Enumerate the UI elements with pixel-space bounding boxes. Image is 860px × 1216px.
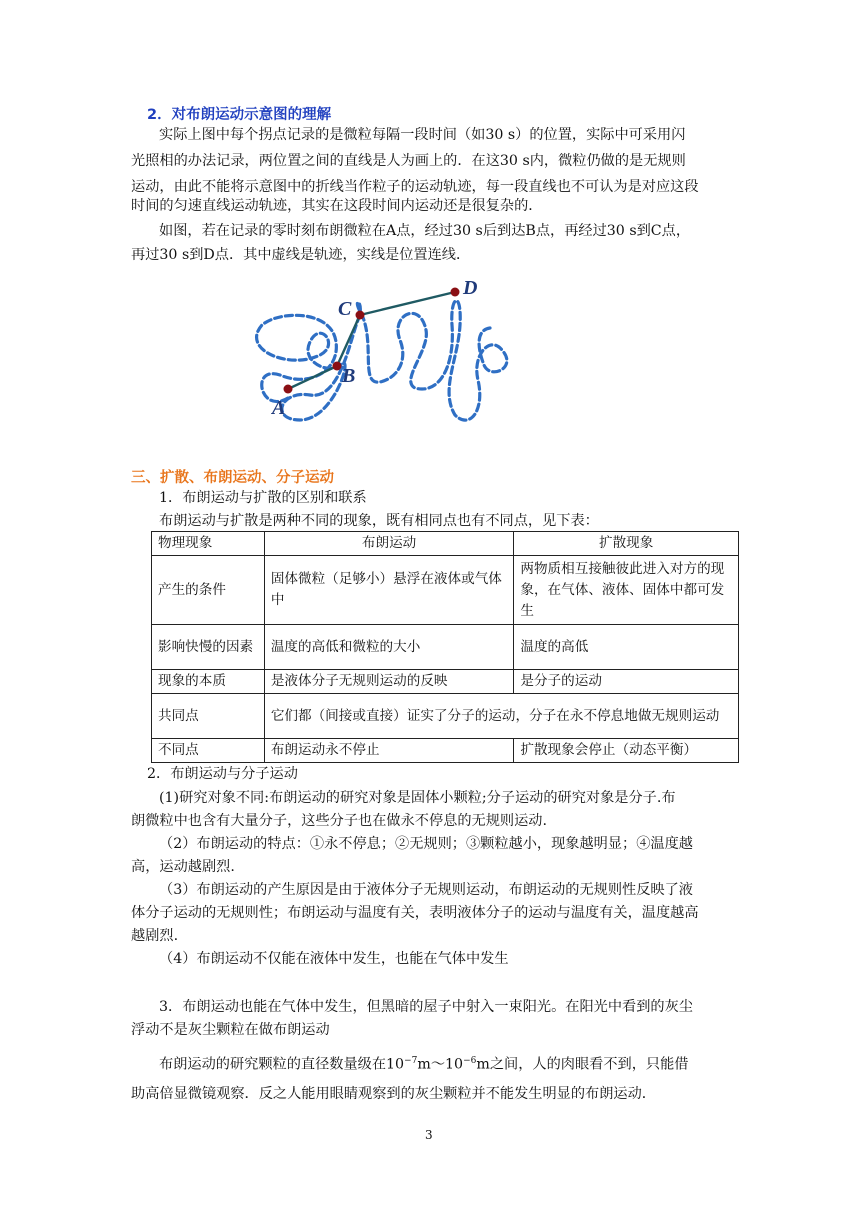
range-a-base: 10 <box>386 1056 405 1073</box>
table-row <box>152 670 739 694</box>
position-line-BC <box>337 315 360 366</box>
final-line1 <box>159 1048 688 1078</box>
header-cell: 扩散现象 <box>514 532 739 556</box>
header-cell: 布朗运动 <box>264 532 514 556</box>
item1-line2: 朗微粒中也含有大量分子，这些分子也在做永不停息的无规则运动. <box>131 813 547 829</box>
table-intro: 布朗运动与扩散是两种不同的现象，既有相同点也有不同点，见下表： <box>159 513 599 529</box>
position-line-CD <box>360 292 455 315</box>
item3-line3: 越剧烈. <box>131 928 179 944</box>
trajectory-dashed-path <box>257 301 507 421</box>
comparison-table <box>151 531 739 763</box>
table-cell: 扩散现象会停止（动态平衡） <box>514 739 739 763</box>
sub3-line1: 3．布朗运动也能在气体中发生，但黑暗的屋子中射入一束阳光。在阳光中看到的灰尘 <box>159 999 693 1015</box>
section-2-title: 2．对布朗运动示意图的理解 <box>147 107 332 123</box>
label-D: D <box>463 277 478 299</box>
table-cell: 是分子的运动 <box>514 670 739 694</box>
table-cell: 不同点 <box>152 739 265 763</box>
table-row <box>152 694 739 739</box>
item2-line1: （2）布朗运动的特点：①永不停息；②无规则；③颗粒越小，现象越明显；④温度越 <box>159 836 693 852</box>
table-cell: 固体微粒（足够小）悬浮在液体或气体中 <box>264 556 514 625</box>
item2-line2: 高，运动越剧烈. <box>131 859 235 875</box>
item3-line1: （3）布朗运动的产生原因是由于液体分子无规则运动，布朗运动的无规则性反映了液 <box>159 882 693 898</box>
table-cell: 两物质相互接触彼此进入对方的现象，在气体、液体、固体中都可发生 <box>514 556 739 625</box>
label-A: A <box>272 397 286 419</box>
range-unit-b: m <box>476 1056 490 1073</box>
point-C <box>356 311 365 320</box>
range-b-exponent: −6 <box>463 1056 477 1066</box>
range-a-exponent: −7 <box>404 1056 418 1066</box>
final-line1-pre: 布朗运动的研究颗粒的直径数量级在 <box>159 1056 387 1073</box>
table-row <box>152 625 739 670</box>
para2-line1: 如图，若在记录的零时刻布朗微粒在A点，经过30 s后到达B点，再经过30 s到C点， <box>159 223 691 239</box>
para1-line4: 时间的匀速直线运动轨迹，其实在这段时间内运动还是很复杂的． <box>131 198 543 214</box>
sub2-heading: 2．布朗运动与分子运动 <box>147 766 298 782</box>
para1-line3: 运动，由此不能将示意图中的折线当作粒子的运动轨迹，每一段直线也不可认为是对应这段 <box>131 179 699 195</box>
sub3-line2: 浮动不是灰尘颗粒在做布朗运动 <box>131 1022 330 1038</box>
table-cell-merged: 它们都（间接或直接）证实了分子的运动，分子在永不停息地做无规则运动 <box>264 694 738 739</box>
table-cell: 影响快慢的因素 <box>152 625 265 670</box>
range-tilde: ～ <box>430 1056 446 1073</box>
table-row <box>152 739 739 763</box>
table-cell: 温度的高低和微粒的大小 <box>264 625 514 670</box>
label-C: C <box>338 298 352 320</box>
item4: （4）布朗运动不仅能在液体中发生，也能在气体中发生 <box>159 951 509 967</box>
point-A <box>284 385 293 394</box>
item1-line1: (1)研究对象不同:布朗运动的研究对象是固体小颗粒;分子运动的研究对象是分子.布 <box>159 790 676 806</box>
brownian-motion-diagram <box>240 270 540 430</box>
header-cell: 物理现象 <box>152 532 265 556</box>
table-cell: 现象的本质 <box>152 670 265 694</box>
range-unit-a: m <box>417 1056 431 1073</box>
para1-line1: 实际上图中每个拐点记录的是微粒每隔一段时间（如30 s）的位置，实际中可采用闪 <box>159 127 686 143</box>
sub1-heading: 1．布朗运动与扩散的区别和联系 <box>159 490 367 506</box>
table-cell: 是液体分子无规则运动的反映 <box>264 670 514 694</box>
section-3-title: 三、扩散、布朗运动、分子运动 <box>131 470 334 486</box>
para2-line2: 再过30 s到D点．其中虚线是轨迹，实线是位置连线． <box>131 247 471 263</box>
para1-line2: 光照相的办法记录，两位置之间的直线是人为画上的．在这30 s内，微粒仍做的是无规则 <box>131 153 686 169</box>
table-cell: 共同点 <box>152 694 265 739</box>
table-row <box>152 556 739 625</box>
range-b-base: 10 <box>445 1056 464 1073</box>
page-number: 3 <box>425 1128 433 1142</box>
table-cell: 布朗运动永不停止 <box>264 739 514 763</box>
final-line1-post: 之间，人的肉眼看不到，只能借 <box>489 1056 689 1073</box>
label-B: B <box>342 365 356 387</box>
table-cell: 温度的高低 <box>514 625 739 670</box>
point-B <box>333 362 342 371</box>
point-D <box>451 288 460 297</box>
item3-line2: 体分子运动的无规则性；布朗运动与温度有关，表明液体分子的运动与温度有关，温度越高 <box>131 905 699 921</box>
table-header-row <box>152 532 739 556</box>
table-cell: 产生的条件 <box>152 556 265 625</box>
final-line2: 助高倍显微镜观察．反之人能用眼睛观察到的灰尘颗粒并不能发生明显的布朗运动． <box>131 1086 656 1102</box>
